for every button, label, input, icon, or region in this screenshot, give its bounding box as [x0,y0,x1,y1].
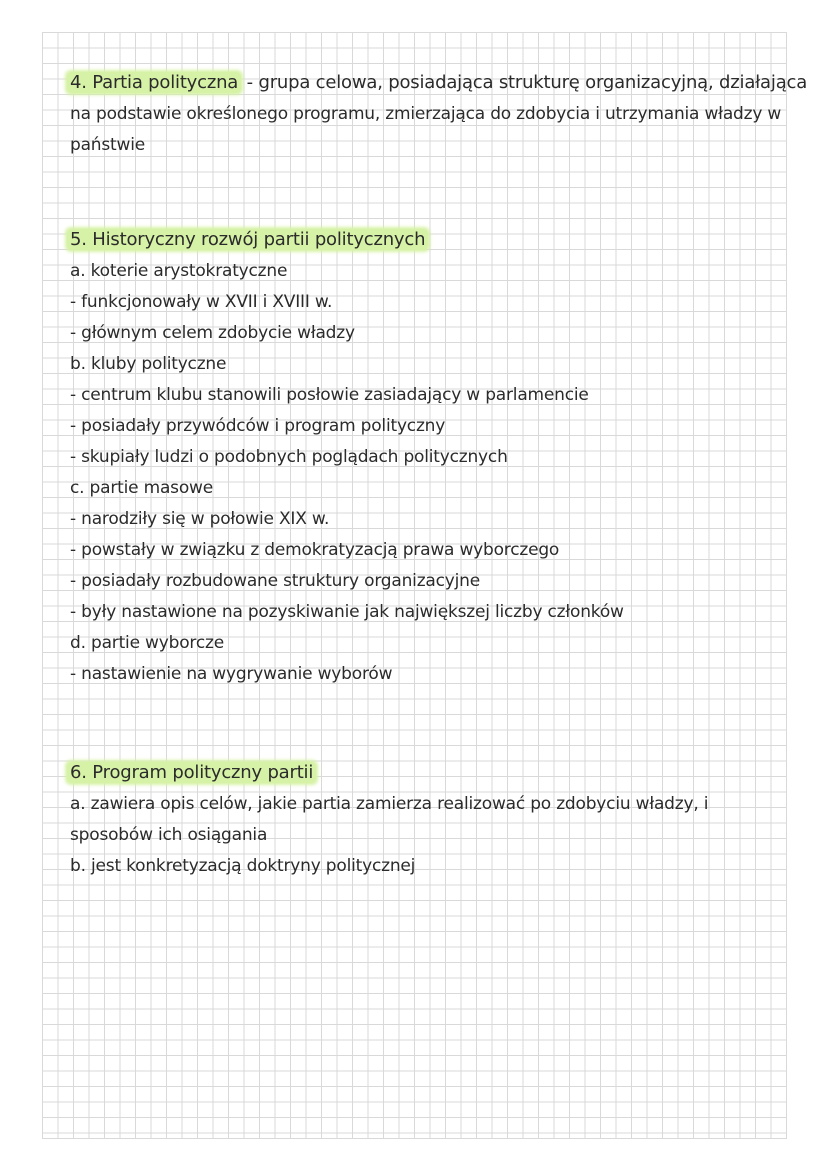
section5-item: - były nastawione na pozyskiwanie jak największej liczby członków [70,602,624,622]
section5-item: - powstały w związku z demokratyzacją prawa wyborczego [70,540,560,560]
section4-line1 [70,72,807,94]
section6-heading-line [70,762,316,784]
section5-item: - nastawienie na wygrywanie wyborów [70,664,393,684]
section4-line2: na podstawie określonego programu, zmierzająca do zdobycia i utrzymania władzy w [70,104,782,124]
section4-heading: 4. Partia polityczna [67,72,241,93]
section5-heading-line [70,229,428,251]
section5-item: a. koterie arystokratyczne [70,261,288,281]
section5-item: - centrum klubu stanowili posłowie zasiadający w parlamencie [70,385,589,405]
section4-line3: państwie [70,135,145,155]
section5-heading: 5. Historyczny rozwój partii politycznych [67,229,428,250]
section4-definition-start: - grupa celowa, posiadająca strukturę organizacyjną, działająca [241,72,808,93]
section5-item: c. partie masowe [70,478,214,498]
section6-item: b. jest konkretyzacją doktryny politycznej [70,856,416,876]
section5-item: - skupiały ludzi o podobnych poglądach politycznych [70,447,508,467]
section6-heading: 6. Program polityczny partii [67,762,316,783]
section5-item: - głównym celem zdobycie władzy [70,323,355,343]
section5-item: - posiadały przywódców i program polityczny [70,416,446,436]
section6-item: a. zawiera opis celów, jakie partia zamierza realizować po zdobyciu władzy, i [70,794,709,814]
section5-item: - posiadały rozbudowane struktury organizacyjne [70,571,481,591]
section6-item: sposobów ich osiągania [70,825,268,845]
section5-item: d. partie wyborcze [70,633,224,653]
section5-item: - narodziły się w połowie XIX w. [70,509,330,529]
section5-item: b. kluby polityczne [70,354,227,374]
section5-item: - funkcjonowały w XVII i XVIII w. [70,292,333,312]
